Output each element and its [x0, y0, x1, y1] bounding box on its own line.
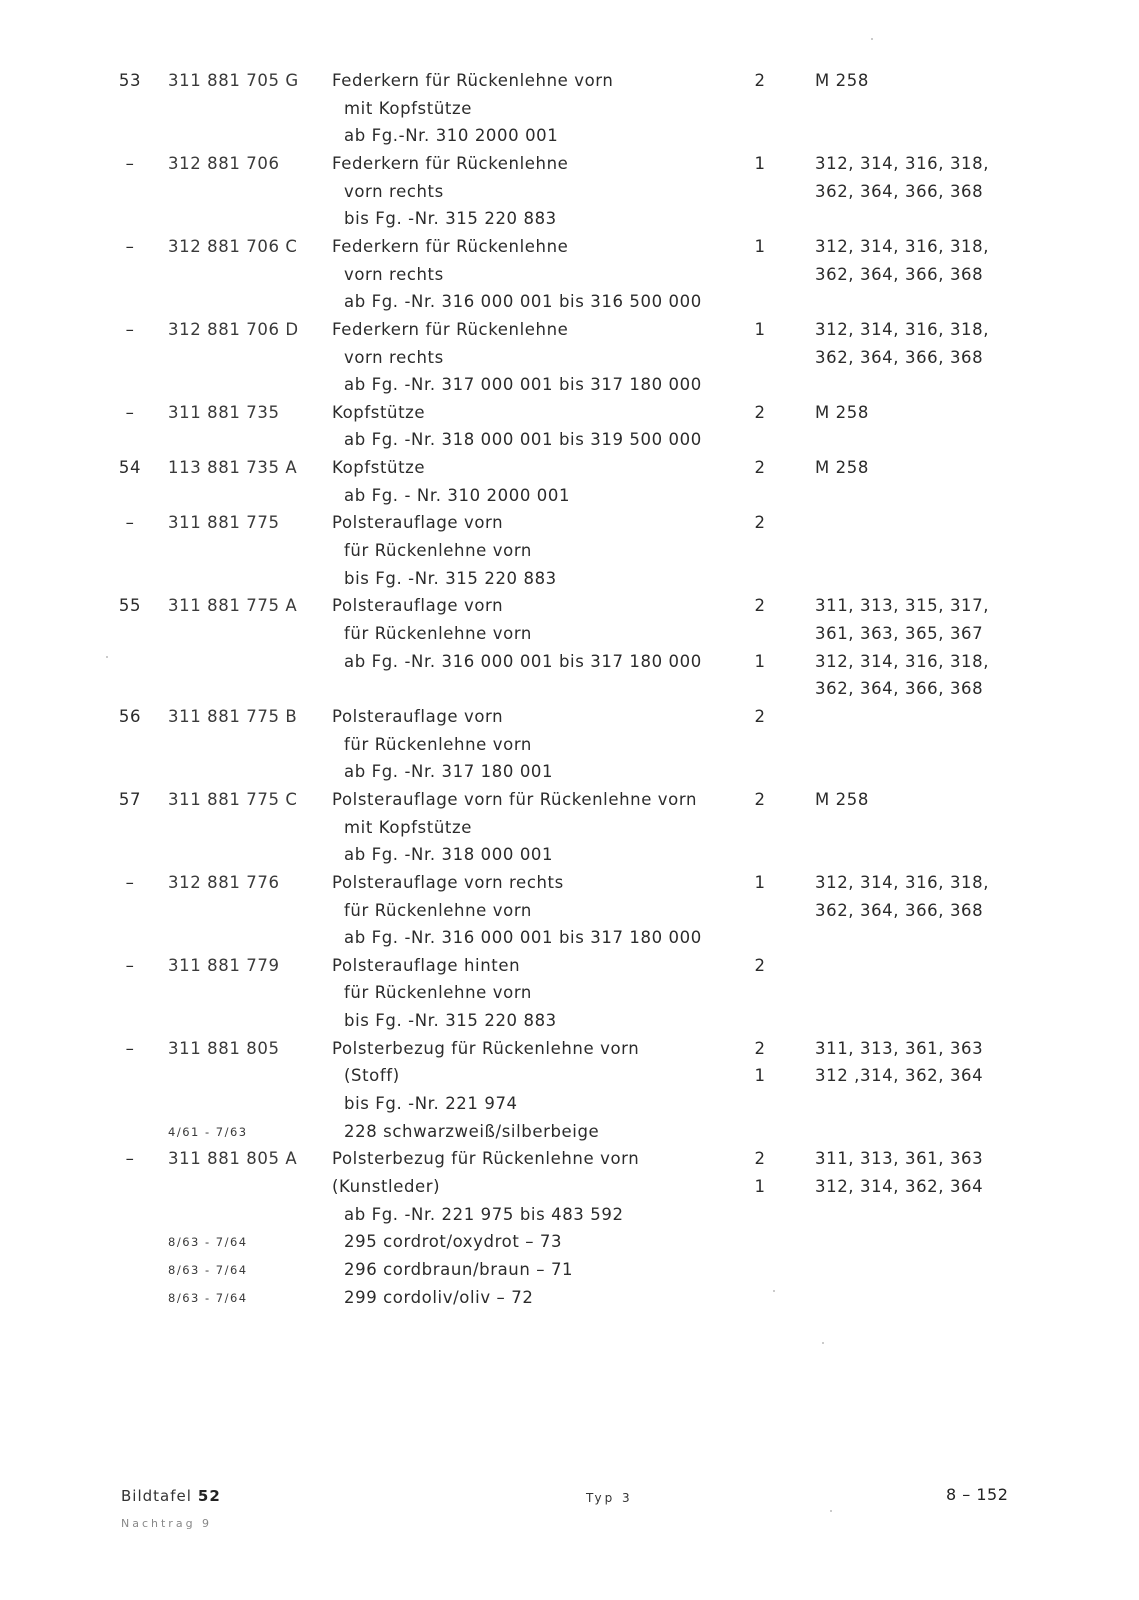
part-description: Polsterbezug für Rückenlehne vorn [332, 1149, 640, 1169]
quantity: 1 [754, 153, 766, 173]
part-description: ab Fg. -Nr. 318 000 001 bis 319 500 000 [344, 430, 702, 450]
list-item [0, 1232, 1139, 1259]
list-item [0, 956, 1139, 983]
quantity: 1 [754, 236, 766, 256]
quantity: 2 [754, 789, 766, 809]
list-item [0, 71, 1139, 98]
position-number: – [125, 513, 135, 533]
list-item [0, 707, 1139, 734]
part-number: 311 881 775 A [168, 596, 298, 616]
part-number: 113 881 735 A [168, 458, 298, 478]
model-codes: M 258 [815, 458, 869, 478]
part-description: ab Fg. -Nr. 316 000 001 bis 317 180 000 [344, 651, 702, 671]
list-item [0, 569, 1139, 596]
list-item [0, 1149, 1139, 1176]
quantity: 2 [754, 513, 766, 533]
list-item [0, 1260, 1139, 1287]
quantity: 1 [754, 319, 766, 339]
quantity: 2 [754, 596, 766, 616]
model-codes: 362, 364, 366, 368 [815, 679, 984, 699]
part-number: 311 881 805 A [168, 1149, 298, 1169]
position-number: – [125, 955, 135, 975]
part-description: Federkern für Rückenlehne [332, 319, 569, 339]
scan-speck [106, 656, 108, 658]
plate-reference [121, 1487, 221, 1505]
part-description: vorn rechts [344, 347, 444, 367]
part-number: 311 881 805 [168, 1038, 280, 1058]
list-item [0, 624, 1139, 651]
list-item [0, 513, 1139, 540]
part-description: Polsterauflage vorn [332, 706, 504, 726]
position-number: – [125, 153, 135, 173]
part-description: Federkern für Rückenlehne vorn [332, 71, 614, 90]
position-number: – [125, 1149, 135, 1169]
part-number: 312 881 706 C [168, 236, 298, 256]
part-description: ab Fg. -Nr. 317 000 001 bis 317 180 000 [344, 375, 702, 395]
part-description: 228 schwarzweiß/silberbeige [344, 1121, 600, 1141]
page-number: 8 – 152 [946, 1485, 1009, 1504]
list-item [0, 596, 1139, 623]
part-description: 299 cordoliv/oliv – 72 [344, 1287, 534, 1307]
model-codes: 312, 314, 362, 364 [815, 1177, 984, 1196]
list-item [0, 320, 1139, 347]
part-number: 311 881 775 [168, 513, 280, 533]
part-description: Polsterauflage hinten [332, 955, 521, 975]
quantity: 1 [754, 872, 766, 892]
part-description: ab Fg. -Nr. 316 000 001 bis 317 180 000 [344, 928, 702, 948]
part-number: 8/63 - 7/64 [168, 1290, 248, 1305]
part-description: ab Fg.-Nr. 310 2000 001 [344, 126, 559, 146]
part-description: Federkern für Rückenlehne [332, 236, 569, 256]
list-item [0, 873, 1139, 900]
part-description: 296 cordbraun/braun – 71 [344, 1260, 574, 1279]
part-description: bis Fg. -Nr. 315 220 883 [344, 209, 557, 229]
model-codes: 362, 364, 366, 368 [815, 347, 984, 367]
part-description: Polsterauflage vorn rechts [332, 872, 564, 892]
part-description: für Rückenlehne vorn [344, 900, 532, 920]
list-item [0, 735, 1139, 762]
list-item [0, 1288, 1139, 1315]
position-number: 56 [118, 706, 142, 726]
list-item [0, 265, 1139, 292]
part-description: für Rückenlehne vorn [344, 541, 532, 560]
model-codes: 312, 314, 316, 318, [815, 872, 990, 892]
list-item [0, 182, 1139, 209]
list-item [0, 99, 1139, 126]
quantity: 1 [754, 651, 766, 671]
part-number: 312 881 776 [168, 872, 280, 892]
part-description: für Rückenlehne vorn [344, 624, 532, 643]
part-description: Polsterauflage vorn für Rückenlehne vorn [332, 789, 698, 809]
part-number: 311 881 779 [168, 955, 280, 975]
position-number: 54 [118, 458, 142, 478]
list-item [0, 845, 1139, 872]
plate-label: Bildtafel [121, 1487, 192, 1505]
scan-speck [830, 1510, 832, 1512]
type-label: Typ 3 [586, 1491, 633, 1505]
position-number: 57 [118, 789, 142, 809]
model-codes: 312, 314, 316, 318, [815, 236, 990, 256]
list-item [0, 1094, 1139, 1121]
part-number: 312 881 706 D [168, 319, 299, 339]
part-description: (Stoff) [344, 1066, 400, 1086]
model-codes: 311, 313, 315, 317, [815, 596, 990, 616]
position-number: – [125, 236, 135, 256]
list-item [0, 541, 1139, 568]
position-number: 55 [118, 596, 142, 616]
position-number: – [125, 319, 135, 339]
part-description: (Kunstleder) [332, 1177, 441, 1196]
list-item [0, 679, 1139, 706]
list-item [0, 403, 1139, 430]
list-item [0, 430, 1139, 457]
scan-speck [822, 1342, 824, 1344]
part-description: Polsterbezug für Rückenlehne vorn [332, 1038, 640, 1058]
list-item [0, 762, 1139, 789]
quantity: 2 [754, 1038, 766, 1058]
part-description: bis Fg. -Nr. 315 220 883 [344, 1011, 557, 1031]
model-codes: M 258 [815, 789, 869, 809]
list-item [0, 458, 1139, 485]
part-number: 312 881 706 [168, 153, 280, 173]
part-description: Polsterauflage vorn [332, 596, 504, 616]
model-codes: 312, 314, 316, 318, [815, 319, 990, 339]
position-number: – [125, 402, 135, 422]
list-item [0, 348, 1139, 375]
model-codes: 311, 313, 361, 363 [815, 1149, 984, 1169]
position-number: 53 [118, 71, 142, 90]
list-item [0, 790, 1139, 817]
list-item [0, 1011, 1139, 1038]
part-number: 311 881 775 B [168, 706, 298, 726]
scan-speck [871, 38, 873, 40]
part-description: für Rückenlehne vorn [344, 983, 532, 1003]
quantity: 2 [754, 71, 766, 90]
position-number: – [125, 1038, 135, 1058]
part-description: ab Fg. -Nr. 221 975 bis 483 592 [344, 1204, 624, 1224]
list-item [0, 818, 1139, 845]
list-item [0, 901, 1139, 928]
quantity: 2 [754, 458, 766, 478]
part-number: 311 881 705 G [168, 71, 299, 90]
part-description: ab Fg. - Nr. 310 2000 001 [344, 485, 571, 505]
part-number: 8/63 - 7/64 [168, 1263, 248, 1277]
quantity: 1 [754, 1066, 766, 1086]
supplement-label: Nachtrag 9 [121, 1517, 213, 1530]
part-description: bis Fg. -Nr. 221 974 [344, 1094, 518, 1113]
part-description: bis Fg. -Nr. 315 220 883 [344, 568, 557, 588]
list-item [0, 486, 1139, 513]
part-description: ab Fg. -Nr. 317 180 001 [344, 762, 554, 782]
list-item [0, 292, 1139, 319]
model-codes: M 258 [815, 71, 869, 90]
list-item [0, 1039, 1139, 1066]
model-codes: M 258 [815, 402, 869, 422]
scan-speck [773, 1290, 775, 1292]
model-codes: 362, 364, 366, 368 [815, 181, 984, 201]
part-number: 8/63 - 7/64 [168, 1235, 248, 1250]
list-item [0, 928, 1139, 955]
part-description: Kopfstütze [332, 402, 426, 422]
list-item [0, 1122, 1139, 1149]
plate-number: 52 [197, 1487, 221, 1505]
part-number: 311 881 735 [168, 402, 280, 422]
part-description: Kopfstütze [332, 458, 426, 478]
part-description: mit Kopfstütze [344, 817, 472, 837]
part-description: vorn rechts [344, 264, 444, 284]
model-codes: 362, 364, 366, 368 [815, 900, 984, 920]
list-item [0, 1066, 1139, 1093]
part-description: Federkern für Rückenlehne [332, 153, 569, 173]
model-codes: 312, 314, 316, 318, [815, 651, 990, 671]
quantity: 2 [754, 402, 766, 422]
model-codes: 361, 363, 365, 367 [815, 624, 984, 643]
position-number: – [125, 872, 135, 892]
list-item [0, 209, 1139, 236]
model-codes: 362, 364, 366, 368 [815, 264, 984, 284]
part-number: 4/61 - 7/63 [168, 1124, 248, 1139]
quantity: 1 [754, 1177, 766, 1196]
list-item [0, 1205, 1139, 1232]
model-codes: 312, 314, 316, 318, [815, 153, 990, 173]
quantity: 2 [754, 955, 766, 975]
part-description: ab Fg. -Nr. 316 000 001 bis 316 500 000 [344, 292, 702, 312]
part-description: Polsterauflage vorn [332, 513, 504, 533]
list-item [0, 237, 1139, 264]
quantity: 2 [754, 706, 766, 726]
part-number: 311 881 775 C [168, 789, 298, 809]
part-description: für Rückenlehne vorn [344, 734, 532, 754]
model-codes: 312 ,314, 362, 364 [815, 1066, 984, 1086]
model-codes: 311, 313, 361, 363 [815, 1038, 984, 1058]
list-item [0, 126, 1139, 153]
list-item [0, 983, 1139, 1010]
part-description: ab Fg. -Nr. 318 000 001 [344, 845, 554, 865]
list-item [0, 154, 1139, 181]
quantity: 2 [754, 1149, 766, 1169]
list-item [0, 652, 1139, 679]
part-description: mit Kopfstütze [344, 98, 472, 118]
list-item [0, 375, 1139, 402]
part-description: 295 cordrot/oxydrot – 73 [344, 1232, 563, 1252]
part-description: vorn rechts [344, 181, 444, 201]
list-item [0, 1177, 1139, 1204]
